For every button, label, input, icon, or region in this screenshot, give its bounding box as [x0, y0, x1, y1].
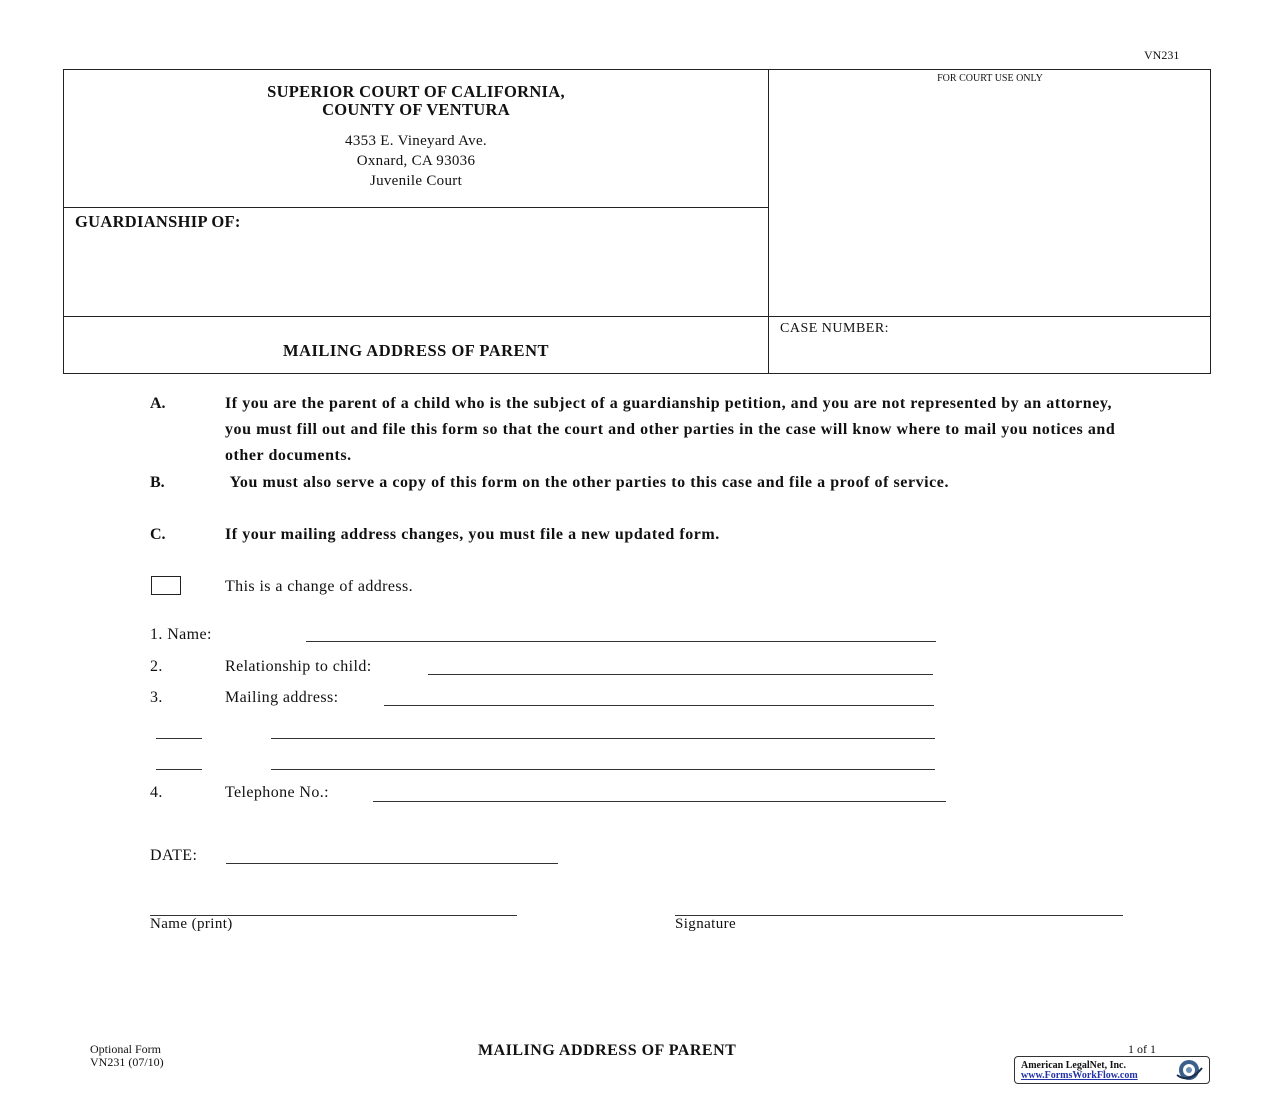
mailing-address-number: 3. [150, 689, 163, 706]
court-address-line3: Juvenile Court [369, 173, 463, 189]
mailing-address-field-line1[interactable] [384, 705, 934, 706]
form-revision: VN231 (07/10) [90, 1055, 164, 1069]
name-print-label: Name (print) [150, 916, 233, 932]
form-id: VN231 [1144, 48, 1180, 62]
date-field[interactable] [226, 863, 558, 864]
mailing-address-label: Mailing address: [225, 689, 339, 706]
optional-form-label: Optional Form [90, 1042, 161, 1056]
court-name-line1: SUPERIOR COURT OF CALIFORNIA, [267, 82, 565, 101]
court-address-line1: 4353 E. Vineyard Ave. [345, 133, 487, 149]
mailing-address-field-line2[interactable] [271, 738, 935, 739]
telephone-number: 4. [150, 784, 163, 801]
mailing-address-short-line2[interactable] [156, 769, 202, 770]
vendor-url[interactable]: www.FormsWorkFlow.com [1021, 1070, 1138, 1081]
court-use-label: FOR COURT USE ONLY [937, 73, 1043, 84]
relationship-number: 2. [150, 658, 163, 675]
mailing-address-short-line1[interactable] [156, 738, 202, 739]
change-of-address-label: This is a change of address. [225, 578, 414, 595]
instruction-a-letter: A. [150, 395, 166, 412]
signature-field[interactable] [675, 915, 1123, 916]
instruction-c-text: If your mailing address changes, you must file a new updated form. [225, 526, 720, 543]
instruction-a-text: If you are the parent of a child who is the subject of a guardianship petition, and you are not represented by an attorney, you must fill out and file this form so that the court and other parties in the case will know where to mail you notices and other documents. [225, 395, 1116, 464]
telephone-field[interactable] [373, 801, 946, 802]
form-title: MAILING ADDRESS OF PARENT [283, 341, 549, 360]
vendor-name: American LegalNet, Inc. [1021, 1060, 1126, 1071]
instruction-b-letter: B. [150, 474, 165, 491]
case-number-label: CASE NUMBER: [780, 321, 890, 336]
page-number: 1 of 1 [1128, 1042, 1156, 1056]
date-label: DATE: [150, 847, 198, 864]
guardianship-label: GUARDIANSHIP OF: [75, 212, 241, 231]
footer-title: MAILING ADDRESS OF PARENT [478, 1042, 737, 1059]
relationship-field[interactable] [428, 674, 933, 675]
court-name-line2: COUNTY OF VENTURA [322, 100, 510, 119]
caption-divider-title [63, 316, 1211, 317]
caption-divider-court [63, 207, 769, 208]
telephone-label: Telephone No.: [225, 784, 330, 801]
relationship-label: Relationship to child: [225, 658, 372, 675]
name-field[interactable] [306, 641, 936, 642]
vendor-globe-icon [1172, 1058, 1206, 1082]
name-label: 1. Name: [150, 626, 212, 643]
instruction-c-letter: C. [150, 526, 166, 543]
court-address-line2: Oxnard, CA 93036 [356, 153, 476, 169]
mailing-address-field-line3[interactable] [271, 769, 935, 770]
signature-label: Signature [675, 916, 737, 932]
instruction-b-text: You must also serve a copy of this form on the other parties to this case and file a proof of service. [225, 474, 949, 491]
change-of-address-checkbox[interactable] [151, 576, 181, 595]
